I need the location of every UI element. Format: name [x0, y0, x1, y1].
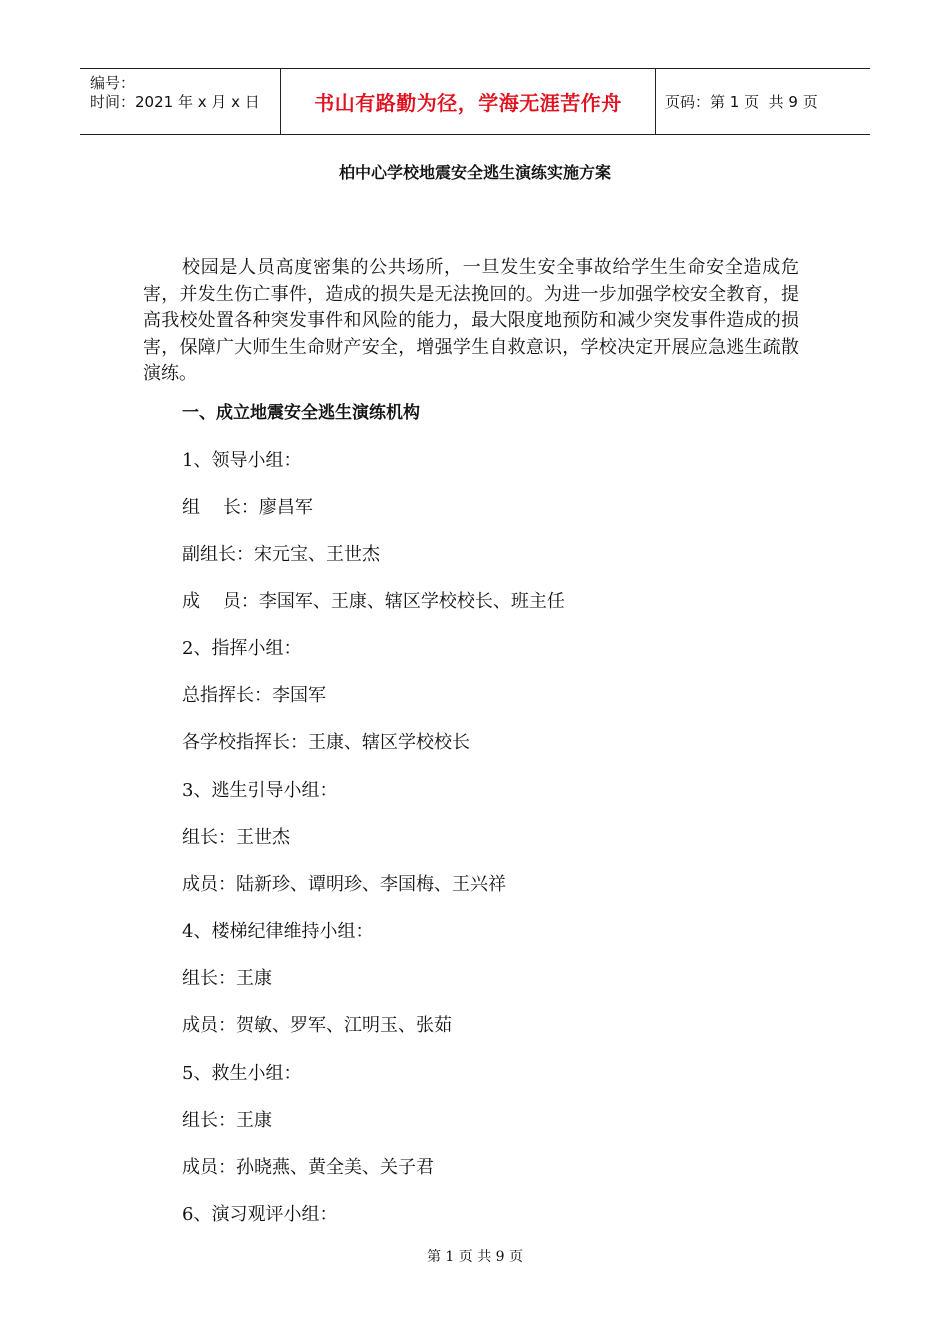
list-item: 5、救生小组：: [182, 1063, 302, 1084]
list-item: 总指挥长：李国军: [182, 685, 326, 706]
list-item: 成员：贺敏、罗军、江明玉、张茹: [182, 1015, 452, 1036]
list-item: 各学校指挥长：王康、辖区学校校长: [182, 732, 470, 753]
document-title: 柏中心学校地震安全逃生演练实施方案: [338, 163, 611, 182]
list-item: 组长：王世杰: [182, 827, 290, 848]
header-meta: [80, 69, 281, 134]
doc-number-label: 编号：: [90, 74, 136, 92]
list-item: 组 长：廖昌军: [182, 497, 313, 518]
list-item: 2、指挥小组：: [182, 638, 302, 659]
list-item: 成 员：李国军、王康、辖区学校校长、班主任: [182, 591, 565, 612]
list-item: 成员：孙晓燕、黄全美、关子君: [182, 1157, 434, 1178]
header-page-label: 页码：第 1 页 共 9 页: [665, 93, 818, 111]
list-item: 1、领导小组：: [182, 450, 302, 471]
page-footer: 第 1 页 共 9 页: [426, 1249, 524, 1265]
list-item: 组长：王康: [182, 1110, 272, 1131]
list-item: 副组长：宋元宝、王世杰: [182, 544, 380, 565]
list-item: 3、逃生引导小组：: [182, 780, 338, 801]
list-item: 4、楼梯纪律维持小组：: [182, 921, 374, 942]
doc-time-label: 时间：2021 年 x 月 x 日: [90, 93, 260, 111]
page-header: [80, 68, 870, 135]
section-heading: 一、成立地震安全逃生演练机构: [182, 403, 420, 423]
list-item: 组长：王康: [182, 968, 272, 989]
header-page-info: [656, 69, 870, 134]
list-item: 6、演习观评小组：: [182, 1204, 338, 1225]
header-motto: 书山有路勤为径，学海无涯苦作舟: [281, 69, 656, 134]
intro-paragraph: 校园是人员高度密集的公共场所，一旦发生安全事故给学生生命安全造成危害，并发生伤亡事件，造成的损失是无法挽回的。为进一步加强学校安全教育，提高我校处置各种突发事件和风险的能力，最大限度地预防和减少突发事件造成的损害，保障广大师生生命财产安全，增强学生自救意识，学校决定开展应急逃生疏散演练。: [143, 257, 799, 385]
list-item: 成员：陆新珍、谭明珍、李国梅、王兴祥: [182, 874, 506, 895]
